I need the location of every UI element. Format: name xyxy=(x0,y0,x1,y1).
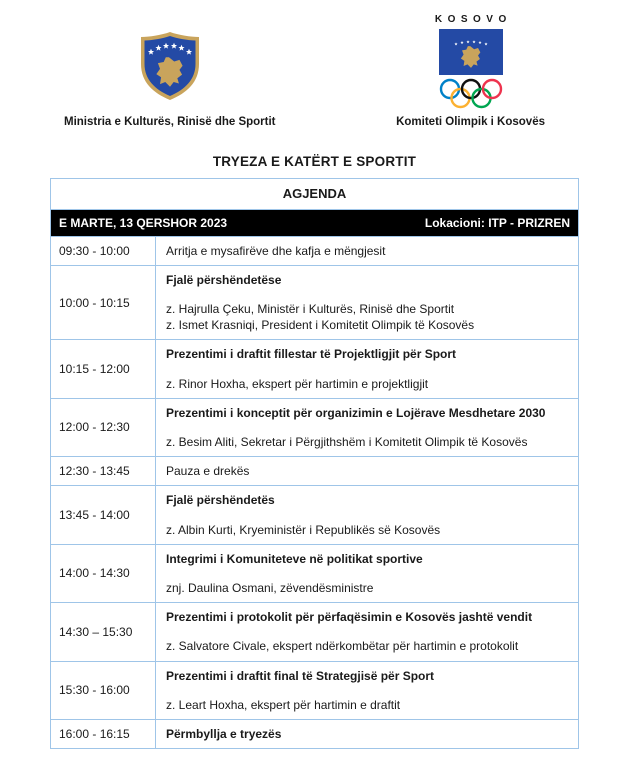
speaker-list xyxy=(166,580,568,596)
speaker-list xyxy=(166,301,568,333)
speaker-list xyxy=(166,376,568,392)
speaker-list xyxy=(166,522,568,538)
session-title: Fjalë përshëndetës xyxy=(166,493,275,508)
ministry-caption: Ministria e Kulturës, Rinisë dhe Sportit xyxy=(64,116,276,128)
session-title: Prezentimi i konceptit për organizimin e Lojërave Mesdhetare 2030 xyxy=(166,405,546,420)
agenda-row xyxy=(51,265,579,340)
logo-header xyxy=(0,14,629,128)
agenda-time: 10:00 - 10:15 xyxy=(51,265,156,340)
agenda-row xyxy=(51,398,579,456)
date-location-band-row xyxy=(51,209,579,236)
agenda-description xyxy=(156,457,579,486)
olympic-committee-logo-block xyxy=(396,14,545,128)
speaker-line: z. Besim Aliti, Sekretar i Përgjithshëm i Komitetit Olimpik të Kosovës xyxy=(166,435,528,450)
agenda-table xyxy=(50,178,579,749)
speaker-line: z. Salvatore Civale, ekspert ndërkombëtar për hartimin e protokolit xyxy=(166,639,519,654)
agenda-description xyxy=(156,719,579,748)
agenda-body xyxy=(51,179,579,749)
agenda-location: Lokacioni: ITP - PRIZREN xyxy=(424,215,570,230)
session-title: Integrimi i Komuniteteve në politikat sportive xyxy=(166,551,423,566)
session-title: Përmbyllja e tryezës xyxy=(166,726,282,741)
agenda-description xyxy=(156,398,579,456)
agenda-time: 12:00 - 12:30 xyxy=(51,398,156,456)
speaker-line: z. Ismet Krasniqi, President i Komitetit Olimpik të Kosovës xyxy=(166,318,475,333)
agenda-header-label: AGJENDA xyxy=(51,179,579,210)
session-text: Pauza e drekës xyxy=(166,464,250,479)
agenda-description xyxy=(156,265,579,340)
agenda-date: E MARTE, 13 QERSHOR 2023 xyxy=(59,215,228,230)
olympic-rings-icon xyxy=(438,78,504,110)
session-title: Prezentimi i draftit fillestar të Projektligjit për Sport xyxy=(166,347,457,362)
speaker-list xyxy=(166,434,568,450)
agenda-description xyxy=(156,661,579,719)
speaker-list xyxy=(166,638,568,654)
speaker-line: z. Hajrulla Çeku, Ministër i Kulturës, Rinisë dhe Sportit xyxy=(166,302,455,317)
speaker-list xyxy=(166,697,568,713)
agenda-time: 09:30 - 10:00 xyxy=(51,236,156,265)
speaker-line: z. Albin Kurti, Kryeministër i Republikës së Kosovës xyxy=(166,522,441,537)
agenda-time: 15:30 - 16:00 xyxy=(51,661,156,719)
agenda-row xyxy=(51,340,579,398)
agenda-row xyxy=(51,236,579,265)
agenda-row xyxy=(51,603,579,661)
kosovo-flag-icon xyxy=(439,29,503,75)
agenda-row xyxy=(51,544,579,602)
kosovo-coat-of-arms-icon xyxy=(136,31,204,101)
page-title: TRYEZA E KATËRT E SPORTIT xyxy=(212,154,417,169)
agenda-time: 14:00 - 14:30 xyxy=(51,544,156,602)
agenda-time: 13:45 - 14:00 xyxy=(51,486,156,544)
speaker-line: znj. Daulina Osmani, zëvendësministre xyxy=(166,580,374,595)
speaker-line: z. Leart Hoxha, ekspert për hartimin e draftit xyxy=(166,697,401,712)
session-title: Prezentimi i protokolit për përfaqësimin e Kosovës jashtë vendit xyxy=(166,610,533,625)
speaker-line: z. Rinor Hoxha, ekspert për hartimin e projektligjit xyxy=(166,376,429,391)
agenda-time: 14:30 – 15:30 xyxy=(51,603,156,661)
session-title: Prezentimi i draftit final të Strategjisë për Sport xyxy=(166,668,435,683)
agenda-description xyxy=(156,236,579,265)
agenda-row xyxy=(51,457,579,486)
kosovo-wordmark: KOSOVO xyxy=(434,14,512,25)
session-title: Fjalë përshëndetëse xyxy=(166,272,282,287)
agenda-time: 10:15 - 12:00 xyxy=(51,340,156,398)
agenda-time: 16:00 - 16:15 xyxy=(51,719,156,748)
agenda-row xyxy=(51,719,579,748)
agenda-row xyxy=(51,486,579,544)
olympic-committee-caption: Komiteti Olimpik i Kosovës xyxy=(396,116,545,128)
agenda-description xyxy=(156,486,579,544)
agenda-time: 12:30 - 13:45 xyxy=(51,457,156,486)
agenda-description xyxy=(156,544,579,602)
agenda-header-row xyxy=(51,179,579,210)
agenda-row xyxy=(51,661,579,719)
agenda-description xyxy=(156,340,579,398)
agenda-description xyxy=(156,603,579,661)
ministry-logo-block xyxy=(64,31,276,128)
session-text: Arritja e mysafirëve dhe kafja e mëngjesit xyxy=(166,243,386,258)
